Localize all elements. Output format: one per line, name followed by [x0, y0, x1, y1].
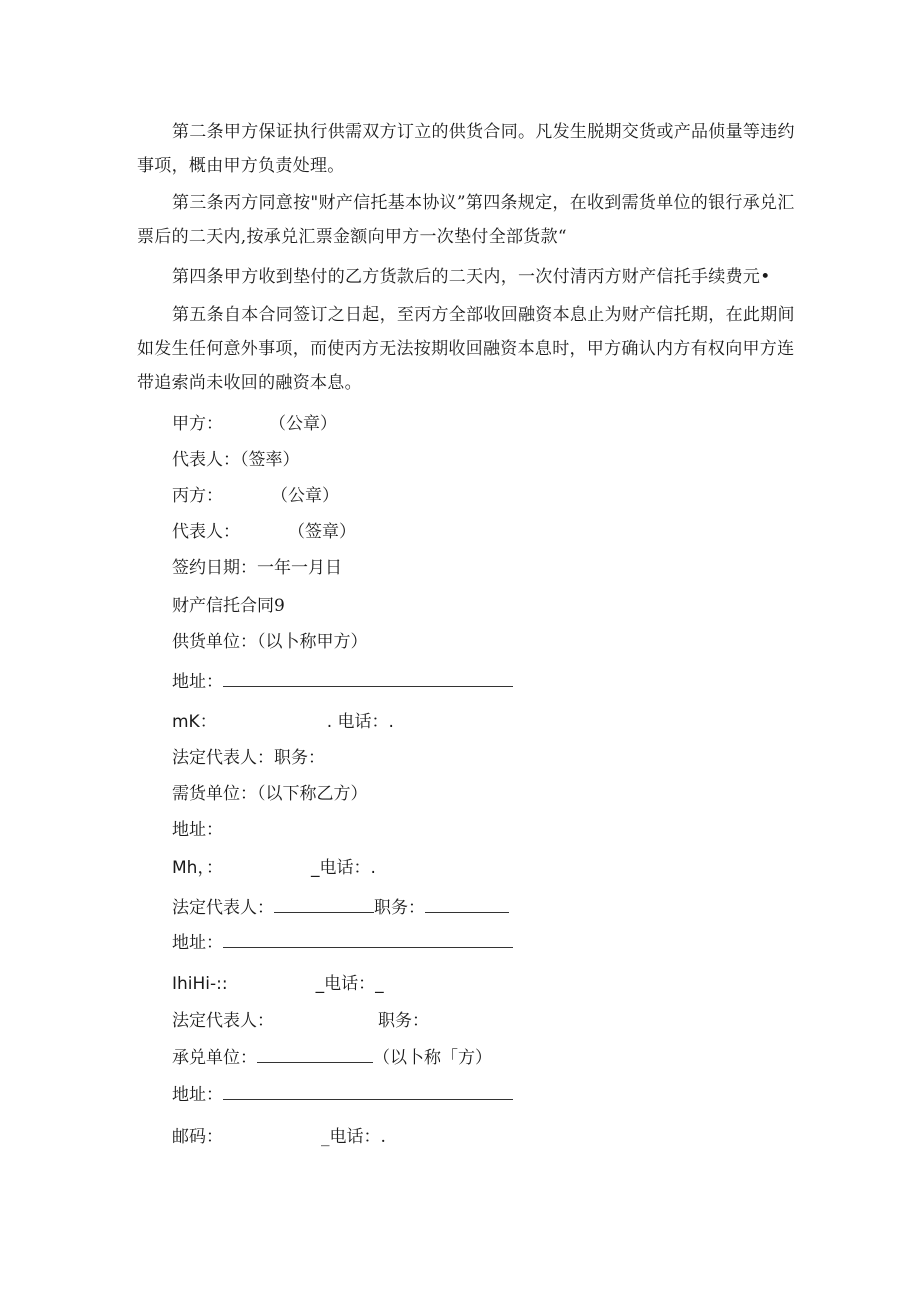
representative-2-line [172, 520, 356, 544]
contract-2-title-text: 财产信托合同9 [172, 596, 285, 616]
address-1-label: 地址： [172, 672, 223, 692]
postcode-4-line [172, 1125, 386, 1149]
supplier-label: 供货单位：（以卜称甲方） [172, 632, 368, 652]
representative-1-line [172, 448, 300, 472]
sign-date-line [172, 556, 342, 580]
position-3-label: 职务： [378, 1011, 429, 1031]
party-c-seal: （公章） [271, 486, 339, 506]
address-2-label: 地址： [172, 820, 223, 840]
representative-1-label: 代表人：（签率） [172, 450, 300, 470]
supplier-line [172, 630, 368, 654]
party-a-label: 甲方： [172, 414, 223, 434]
acceptor-blank [257, 1044, 373, 1063]
postcode-2-label: Mh，： [172, 858, 223, 878]
sign-date: 签约日期：一年一月日 [172, 558, 342, 578]
legal-rep-1-line [172, 746, 325, 770]
buyer-label: 需货单位：（以下称乙方） [172, 784, 368, 804]
phone-2-label: _电话：. [310, 858, 376, 878]
article-5: 第五条自本合同签订之日起，至丙方全部收回融资本息止为财产信托期，在此期间如发生任何意外事项，而使丙方无法按期收回融资本息时，甲方确认内方有权向甲方连带追索尚未收回的融资本息。 [137, 305, 795, 393]
legal-rep-3-line [172, 1009, 429, 1033]
legal-rep-2-blank [274, 894, 374, 913]
position-2-blank [425, 894, 509, 913]
acceptor-suffix: （以卜称「方） [373, 1048, 492, 1068]
address-3-blank [223, 929, 513, 948]
postcode-3-label: IhiHi-:: [172, 974, 228, 994]
postcode-1-label: mK： [172, 712, 217, 732]
acceptor-label: 承兑单位： [172, 1048, 257, 1068]
party-c-label: 丙方： [172, 486, 223, 506]
party-a-line [172, 412, 337, 436]
address-3-line [172, 929, 513, 955]
address-2-line [172, 818, 223, 842]
acceptor-line [172, 1044, 492, 1070]
address-3-label: 地址： [172, 933, 223, 953]
party-a-seal: （公章） [269, 414, 337, 434]
address-4-line [172, 1081, 513, 1107]
article-4: 第四条甲方收到垫付的乙方货款后的二天内，一次付清丙方财产信托手续费元• [172, 267, 771, 287]
representative-2-label: 代表人： [172, 522, 240, 542]
position-2-label: 职务： [374, 898, 425, 918]
postcode-1-line [172, 710, 394, 734]
party-c-line [172, 484, 339, 508]
phone-1-label: . 电话：. [326, 712, 394, 732]
postcode-3-line [172, 972, 384, 996]
legal-rep-2-label: 法定代表人： [172, 898, 274, 918]
phone-3-label: _电话：_ [315, 974, 384, 994]
contract-2-title [172, 594, 285, 618]
phone-4-label: _电话：. [321, 1127, 386, 1147]
address-1-blank [223, 668, 513, 687]
representative-2-seal: （签章） [288, 522, 356, 542]
address-4-label: 地址： [172, 1085, 223, 1105]
article-3: 第三条丙方同意按"财产信托基本协议”第四条规定，在收到需货单位的银行承兑汇票后的二天内,按承兑汇票金额向甲方一次垫付全部货款“ [137, 193, 795, 247]
article-2: 第二条甲方保证执行供需双方订立的供货合同。凡发生脱期交货或产品侦量等违约事项，概由甲方负责处理。 [137, 122, 795, 176]
address-1-line [172, 668, 513, 694]
legal-rep-1-label: 法定代表人：职务： [172, 748, 325, 768]
legal-rep-2-line [172, 894, 509, 920]
postcode-2-line [172, 856, 376, 880]
postcode-4-label: 邮码： [172, 1127, 223, 1147]
legal-rep-3-label: 法定代表人： [172, 1011, 274, 1031]
address-4-blank [223, 1081, 513, 1100]
buyer-line [172, 782, 368, 806]
